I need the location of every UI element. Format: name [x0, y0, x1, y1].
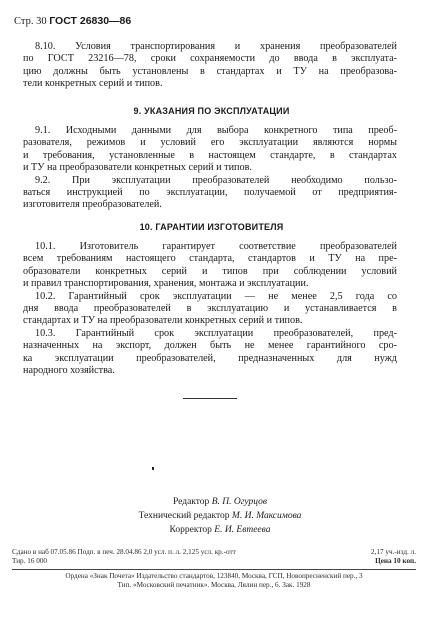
imprint-line-1: [12, 548, 416, 557]
editor-name: В. П. Огурцов: [211, 497, 267, 507]
tech-editor-credit: [110, 509, 330, 523]
paragraph-line: 10.2. Гарантийный срок эксплуатации — не менее 2,5 года со: [35, 290, 397, 302]
paragraph-line: цию должны быть установлены в стандартах и ТУ на преобразова-: [23, 65, 397, 77]
printer-line: Тип. «Московский печатник». Москва, Лялин пер., 6. Зак. 1928: [117, 581, 311, 589]
imprint-line-2: [12, 557, 416, 566]
print-mark: [152, 467, 154, 470]
proofreader-credit: [110, 523, 330, 537]
tech-editor-name: М. И. Максимова: [231, 511, 302, 521]
imprint-volume: 2,17 уч.-изд. л.: [371, 548, 416, 556]
paragraph-line: назначенных на экспорт, должен быть не менее гарантийного сро-: [23, 340, 397, 352]
page-header: [14, 15, 131, 27]
section-divider: [183, 398, 237, 399]
page-number: Стр. 30: [14, 16, 47, 27]
proofreader-name: Е. И. Евтеева: [214, 525, 271, 535]
paragraph-line: тели конкретных серий и типов.: [23, 78, 163, 90]
standard-number: ГОСТ 26830—86: [49, 15, 132, 27]
price: Цена 10 коп.: [375, 557, 416, 565]
paragraph-line: образователи конкретных серий и типов при соблюдении условий: [23, 265, 397, 277]
paragraph-line: 10.1. Изготовитель гарантирует соответствие преобразователей: [35, 241, 397, 252]
paragraph-line: по ГОСТ 23216—78, сроки сохраняемости до ввода в эксплуата-: [23, 53, 397, 65]
section-10-text: [23, 241, 397, 377]
editorial-credits: [110, 495, 330, 537]
paragraph-line: всем требованиям настоящего стандарта, стандартов и ТУ на пре-: [23, 253, 397, 265]
paragraph-line: и требования, установленные в настоящем стандарте, в стандартах: [23, 149, 397, 161]
paragraph-line: и правил транспортирования, хранения, монтажа и эксплуатации.: [23, 278, 309, 290]
paragraph-line: 9.1. Исходными данными для выбора конкретного типа преоб-: [35, 125, 397, 136]
paragraph-line: 9.2. При эксплуатации преобразователей необходимо пользо-: [35, 174, 397, 186]
publisher-line: Ордена «Знак Почета» Издательство стандартов, 123840, Москва, ГСП, Новопресненский пер., 3: [65, 572, 363, 580]
editor-label: Редактор: [172, 497, 210, 507]
section-8-text: [23, 41, 397, 91]
imprint-dates: Сдано в наб 07.05.86 Подп. в печ. 28.04.86 2,0 усл. п. л. 2,125 усл. кр.-отт: [12, 548, 236, 556]
tech-editor-label: Технический редактор: [138, 511, 230, 521]
paragraph-line: 8.10. Условия транспортирования и хранения преобразователей: [35, 41, 397, 52]
paragraph-line: 10.3. Гарантийный срок эксплуатации преобразователей, пред-: [35, 327, 397, 339]
section-9-text: [23, 125, 397, 212]
paragraph-line: ка эксплуатации преобразователей, предназначенных для нужд: [23, 352, 397, 364]
paragraph-line: и ТУ на преобразователи конкретных серий и типов.: [23, 162, 252, 174]
paragraph-line: народного хозяйства.: [23, 365, 115, 377]
section-10-heading: 10. ГАРАНТИИ ИЗГОТОВИТЕЛЯ: [139, 222, 284, 232]
footer-rule: [12, 569, 416, 570]
paragraph-line: дня ввода преобразователей в эксплуатацию и устанавливается в: [23, 303, 397, 315]
proofreader-label: Корректор: [169, 525, 212, 535]
paragraph-line: стандартах и ТУ на преобразователи конкретных серий и типов.: [23, 315, 303, 327]
paragraph-line: изготовителя преобразователей.: [23, 199, 162, 211]
paragraph-line: разователя, режимов и условий его эксплуатации являются нормы: [23, 137, 397, 149]
section-9-heading: 9. УКАЗАНИЯ ПО ЭКСПЛУАТАЦИИ: [133, 106, 290, 116]
paragraph-line: ваться инструкцией по эксплуатации, получаемой от предприятия-: [23, 187, 397, 199]
print-run: Тир. 16 000: [12, 557, 48, 565]
editor-credit: [110, 495, 330, 509]
